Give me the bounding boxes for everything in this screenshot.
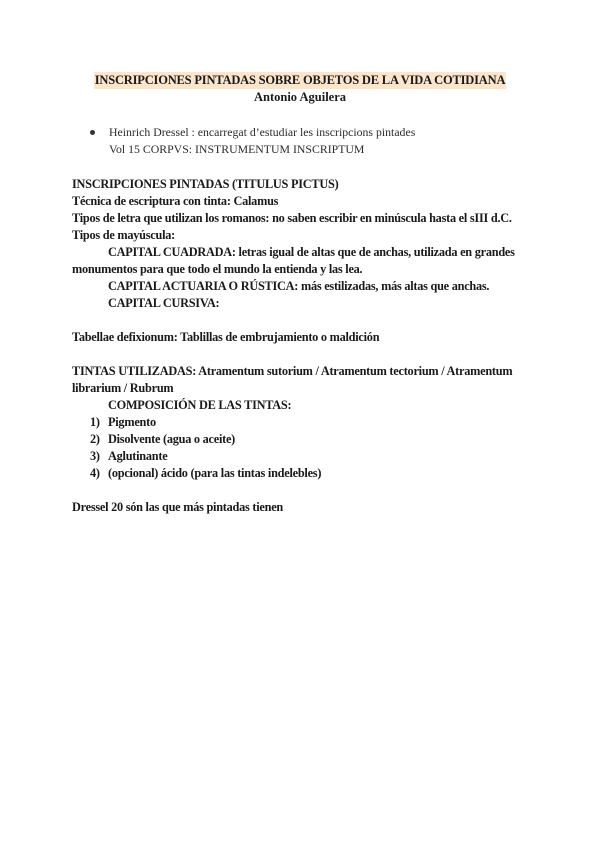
list-item xyxy=(72,448,532,465)
document-body xyxy=(72,176,532,516)
dressel-line: Dressel 20 són las que más pintadas tienen xyxy=(72,500,283,514)
tintas-line: TINTAS UTILIZADAS: Atramentum sutorium / Atramentum tectorium / Atramentum xyxy=(72,364,513,378)
bullet-list xyxy=(90,124,415,158)
list-item-number: 1) xyxy=(90,415,100,429)
section-heading: INSCRIPCIONES PINTADAS (TITULUS PICTUS) xyxy=(72,177,339,191)
bullet-continuation: Vol 15 CORPVS: INSTRUMENTUM INSCRIPTUM xyxy=(109,142,365,156)
composicion-heading: COMPOSICIÓN DE LAS TINTAS: xyxy=(108,398,292,412)
list-item-number: 4) xyxy=(90,466,100,480)
document-author: Antonio Aguilera xyxy=(253,90,347,104)
spacer xyxy=(72,346,532,363)
list-item xyxy=(72,431,532,448)
list-item-text: Aglutinante xyxy=(108,449,168,463)
capital-cursiva-line: CAPITAL CURSIVA: xyxy=(108,296,220,310)
spacer xyxy=(72,312,532,329)
tipos-letra-line: Tipos de letra que utilizan los romanos: no saben escribir en minúscula hasta el sIII d.C. xyxy=(72,211,512,225)
list-item-text: Disolvente (agua o aceite) xyxy=(108,432,236,446)
tipos-mayuscula-line: Tipos de mayúscula: xyxy=(72,228,175,242)
spacer xyxy=(72,482,532,499)
capital-cuadrada-continuation: monumentos para que todo el mundo la entienda y las lea. xyxy=(72,262,363,276)
bullet-item xyxy=(90,124,415,141)
list-item xyxy=(72,414,532,431)
tecnica-line: Técnica de escriptura con tinta: Calamus xyxy=(72,194,279,208)
list-item-text: (opcional) ácido (para las tintas indelebles) xyxy=(108,466,322,480)
bullet-text: Heinrich Dressel : encarregat d’estudiar les inscripcions pintades xyxy=(109,125,416,139)
capital-actuaria-line: CAPITAL ACTUARIA O RÚSTICA: más estilizadas, más altas que anchas. xyxy=(108,279,490,293)
document-title: INSCRIPCIONES PINTADAS SOBRE OBJETOS DE LA VIDA COTIDIANA xyxy=(94,73,506,87)
list-item xyxy=(72,465,532,482)
bullet-dot-icon xyxy=(90,130,95,135)
list-item-number: 2) xyxy=(90,432,100,446)
list-item-number: 3) xyxy=(90,449,100,463)
capital-cuadrada-line: CAPITAL CUADRADA: letras igual de altas que de anchas, utilizada en grandes xyxy=(108,245,515,259)
list-item-text: Pigmento xyxy=(108,415,156,429)
title-block xyxy=(0,71,600,106)
tabellae-line: Tabellae defixionum: Tablillas de embrujamiento o maldición xyxy=(72,330,380,344)
tintas-continuation: librarium / Rubrum xyxy=(72,381,174,395)
